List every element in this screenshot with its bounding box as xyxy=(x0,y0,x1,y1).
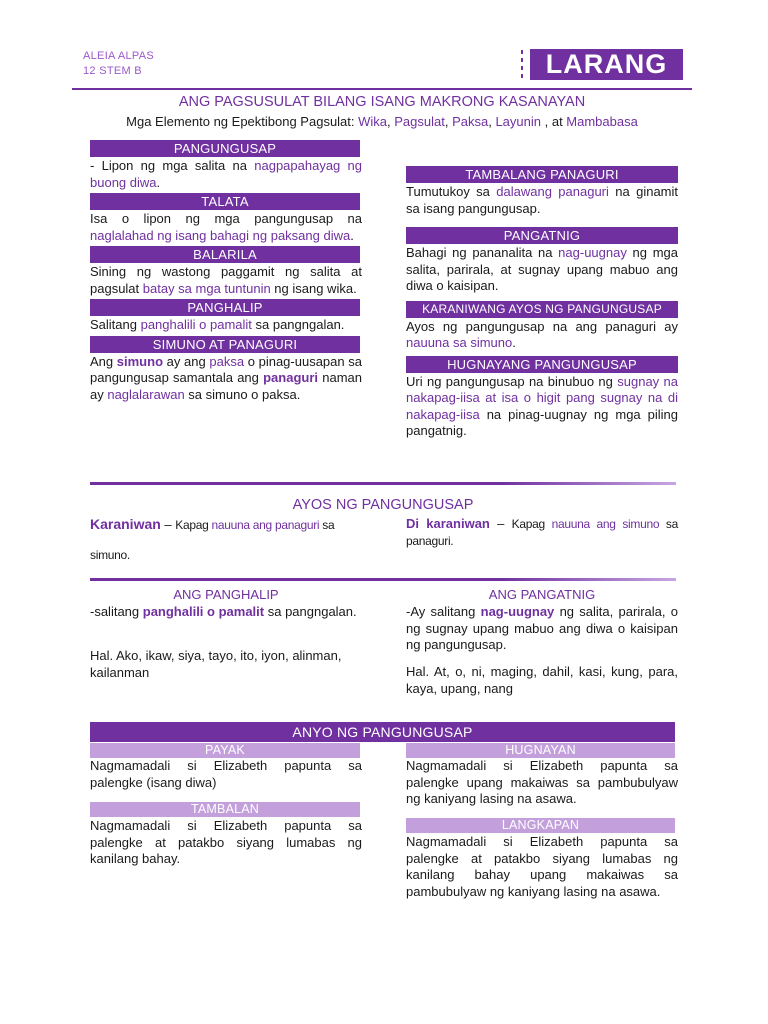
element-wika: Wika xyxy=(358,114,388,129)
divider-ayos-bottom xyxy=(90,578,676,581)
sep: , xyxy=(444,114,453,129)
panghalip-example: Hal. Ako, ikaw, siya, tayo, ito, iyon, alinman, kailanman xyxy=(90,648,342,680)
subject-marker xyxy=(521,50,523,80)
subject-badge: LARANG xyxy=(530,49,683,80)
divider-ayos-top xyxy=(90,482,676,485)
heading-hugnayang-pangungusap: HUGNAYANG PANGUNGUSAP xyxy=(406,356,678,373)
author-name: ALEIA ALPAS xyxy=(83,50,154,62)
heading-pangatnig: PANGATNIG xyxy=(406,227,678,244)
page-title: ANG PAGSUSULAT BILANG ISANG MAKRONG KASANAYAN xyxy=(178,94,586,110)
heading-pangungusap: PANGUNGUSAP xyxy=(90,140,360,157)
pangatnig-title: ANG PANGATNIG xyxy=(488,587,596,602)
heading-tambalan: TAMBALAN xyxy=(90,802,360,817)
element-layunin: Layunin xyxy=(495,114,541,129)
element-paksa: Paksa xyxy=(452,114,489,129)
heading-hugnayan: HUGNAYAN xyxy=(406,743,675,758)
heading-payak: PAYAK xyxy=(90,743,360,758)
heading-tambalang-panaguri: TAMBALANG PANAGURI xyxy=(406,166,678,183)
heading-panghalip: PANGHALIP xyxy=(90,299,360,316)
def-panghalip: Salitang panghalili o pamalit sa pangngalan. xyxy=(90,317,345,332)
panghalip-def: -salitang panghalili o pamalit sa pangngalan. xyxy=(90,604,357,619)
header-rule xyxy=(72,88,692,90)
right-column xyxy=(406,166,678,440)
sep: , xyxy=(488,114,496,129)
left-column xyxy=(90,140,362,403)
elements-line xyxy=(72,114,692,129)
heading-langkapan: LANGKAPAN xyxy=(406,818,675,833)
elements-prefix: Mga Elemento ng Epektibong Pagsulat: xyxy=(126,114,359,129)
ayos-title: AYOS NG PANGUNGUSAP xyxy=(292,497,474,513)
def-simuno-panaguri: Ang simuno ay ang paksa o pinag-uusapan sa pangungusap samantala ang panaguri naman ay naglalarawan sa simuno o paksa. xyxy=(90,353,362,402)
heading-karaniwang-ayos: KARANIWANG AYOS NG PANGUNGUSAP xyxy=(406,301,678,318)
def-pangatnig: Bahagi ng pananalita na nag-uugnay ng mga salita, parirala, at sugnay upang mabuo ang diwa o kaisipan. xyxy=(406,245,678,293)
element-pagsulat: Pagsulat xyxy=(394,114,445,129)
def-hugnayang-pangungusap: Uri ng pangungusap na binubuo ng sugnay na nakapag-iisa at isa o higit pang sugnay na di nakapag-iisa na pinag-uugnay ng mga piling pangatnig. xyxy=(406,373,678,438)
panghalip-title: ANG PANGHALIP xyxy=(173,587,279,602)
heading-balarila: BALARILA xyxy=(90,246,360,263)
text-payak: Nagmamadali si Elizabeth papunta sa palengke (isang diwa) xyxy=(90,758,362,790)
pangatnig-def: -Ay salitang nag-uugnay ng salita, parirala, o ng sugnay upang mabuo ang diwa o kaisipan ng pangungusap. xyxy=(406,604,678,652)
sep: , at xyxy=(541,114,567,129)
element-mambabasa: Mambabasa xyxy=(566,114,638,129)
def-talata: Isa o lipon ng mga pangungusap na naglalahad ng isang bahagi ng paksang diwa. xyxy=(90,211,362,243)
text-tambalan: Nagmamadali si Elizabeth papunta sa palengke at patakbo siyang lumabas ng kanilang bahay. xyxy=(90,818,362,866)
ayos-karaniwan: Karaniwan – Kapag nauuna ang panaguri sa xyxy=(90,516,335,532)
def-pangungusap: - Lipon ng mga salita na nagpapahayag ng buong diwa. xyxy=(90,158,362,190)
def-balarila: Sining ng wastong paggamit ng salita at pagsulat batay sa mga tuntunin ng isang wika. xyxy=(90,264,362,296)
text-hugnayan: Nagmamadali si Elizabeth papunta sa palengke upang makaiwas sa pambubulyaw ng kaniyang lasing na asawa. xyxy=(406,758,678,806)
ayos-karaniwan-cont: simuno. xyxy=(90,548,130,562)
def-tambalang-panaguri: Tumutukoy sa dalawang panaguri na ginamit sa isang pangungusap. xyxy=(406,184,678,216)
author-section: 12 STEM B xyxy=(83,65,142,77)
heading-simuno-panaguri: SIMUNO AT PANAGURI xyxy=(90,336,360,353)
sep: , xyxy=(387,114,395,129)
ayos-di-karaniwan: Di karaniwan – Kapag nauuna ang simuno sa panaguri. xyxy=(406,516,679,548)
heading-talata: TALATA xyxy=(90,193,360,210)
anyo-title: ANYO NG PANGUNGUSAP xyxy=(90,722,675,742)
def-karaniwang-ayos: Ayos ng pangungusap na ang panaguri ay nauuna sa simuno. xyxy=(406,318,678,350)
text-langkapan: Nagmamadali si Elizabeth papunta sa palengke at patakbo siyang lumabas ng kanilang bahay upang makaiwas sa pambubulyaw ng kaniyang lasing na asawa. xyxy=(406,834,678,899)
pangatnig-example: Hal. At, o, ni, maging, dahil, kasi, kung, para, kaya, upang, nang xyxy=(406,664,678,696)
